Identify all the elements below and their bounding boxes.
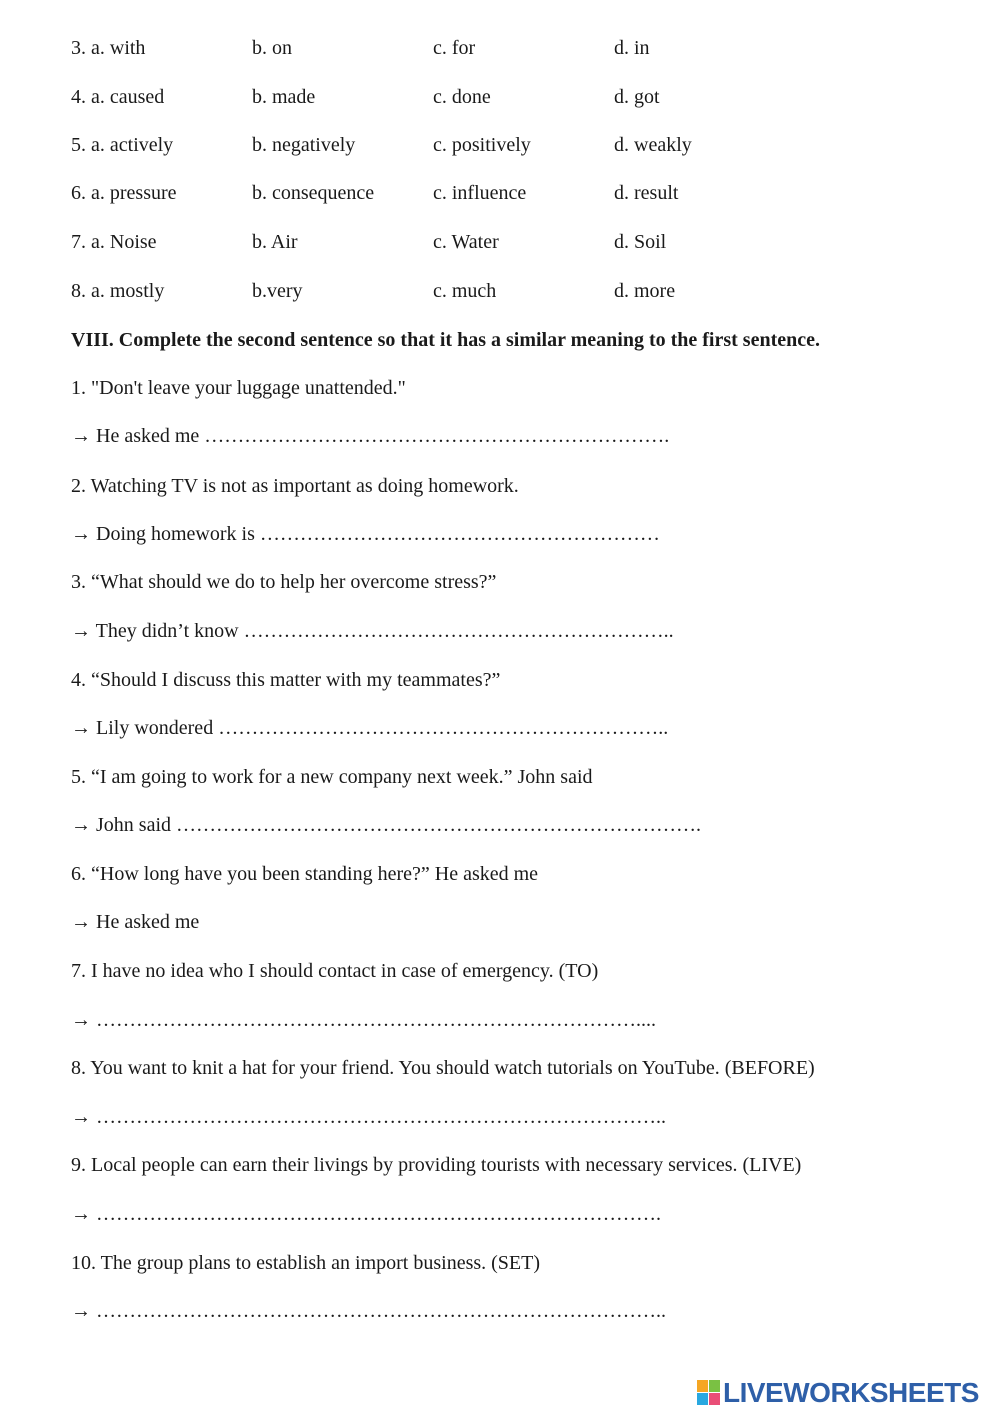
option-a: 4. a. caused — [71, 86, 165, 108]
option-b: b. consequence — [252, 182, 375, 204]
option-c: c. influence — [433, 182, 527, 204]
item-9-answer-line[interactable]: → …………………………………………………………………………. — [71, 1203, 661, 1225]
option-d: d. got — [614, 86, 660, 108]
option-a: 6. a. pressure — [71, 182, 177, 204]
option-c: c. Water — [433, 231, 499, 253]
item-10-answer-line[interactable]: → ………………………………………………………………………….. — [71, 1300, 666, 1322]
logo-text: LIVEWORKSHEETS — [723, 1377, 979, 1408]
option-d: d. more — [614, 280, 676, 302]
item-8-prompt: 8. You want to knit a hat for your friend. You should watch tutorials on YouTube. (BEFORE) — [71, 1057, 815, 1079]
option-c: c. done — [433, 86, 491, 108]
item-2-prompt: 2. Watching TV is not as important as doing homework. — [71, 475, 519, 497]
option-c: c. for — [433, 37, 476, 59]
option-d: d. in — [614, 37, 650, 59]
item-6-prompt: 6. “How long have you been standing here?” He asked me — [71, 863, 539, 885]
item-2-answer-line[interactable]: → Doing homework is …………………………………………………… — [71, 523, 660, 545]
section-heading: VIII. Complete the second sentence so that it has a similar meaning to the first sentence. — [71, 329, 821, 351]
item-7-answer-line[interactable]: → ……………………………………………………………………….... — [71, 1009, 656, 1031]
item-3-prompt: 3. “What should we do to help her overcome stress?” — [71, 571, 497, 593]
option-b: b. made — [252, 86, 316, 108]
item-3-answer-line[interactable]: → They didn’t know ……………………………………………………….. — [71, 620, 674, 642]
option-a: 7. a. Noise — [71, 231, 157, 253]
item-1-prompt: 1. "Don't leave your luggage unattended." — [71, 377, 406, 399]
option-c: c. much — [433, 280, 497, 302]
option-d: d. result — [614, 182, 679, 204]
item-9-prompt: 9. Local people can earn their livings by providing tourists with necessary services. (LIVE) — [71, 1154, 802, 1176]
option-d: d. weakly — [614, 134, 692, 156]
liveworksheets-logo[interactable] — [697, 1378, 979, 1408]
option-c: c. positively — [433, 134, 531, 156]
logo-mark-icon — [697, 1380, 721, 1406]
item-4-prompt: 4. “Should I discuss this matter with my teammates?” — [71, 669, 501, 691]
option-b: b.very — [252, 280, 303, 302]
item-10-prompt: 10. The group plans to establish an import business. (SET) — [71, 1252, 541, 1274]
item-5-prompt: 5. “I am going to work for a new company next week.” John said — [71, 766, 593, 788]
option-b: b. negatively — [252, 134, 356, 156]
option-a: 5. a. actively — [71, 134, 174, 156]
option-b: b. Air — [252, 231, 298, 253]
item-8-answer-line[interactable]: → ………………………………………………………………………….. — [71, 1106, 666, 1128]
option-d: d. Soil — [614, 231, 667, 253]
item-7-prompt: 7. I have no idea who I should contact in case of emergency. (TO) — [71, 960, 599, 982]
option-a: 8. a. mostly — [71, 280, 165, 302]
item-6-answer-line[interactable]: → He asked me — [71, 911, 200, 933]
item-1-answer-line[interactable]: → He asked me ……………………………………………………………. — [71, 425, 670, 447]
item-4-answer-line[interactable]: → Lily wondered ………………………………………………………….. — [71, 717, 669, 739]
option-a: 3. a. with — [71, 37, 146, 59]
item-5-answer-line[interactable]: → John said ……………………………………………………………………. — [71, 814, 701, 836]
option-b: b. on — [252, 37, 292, 59]
